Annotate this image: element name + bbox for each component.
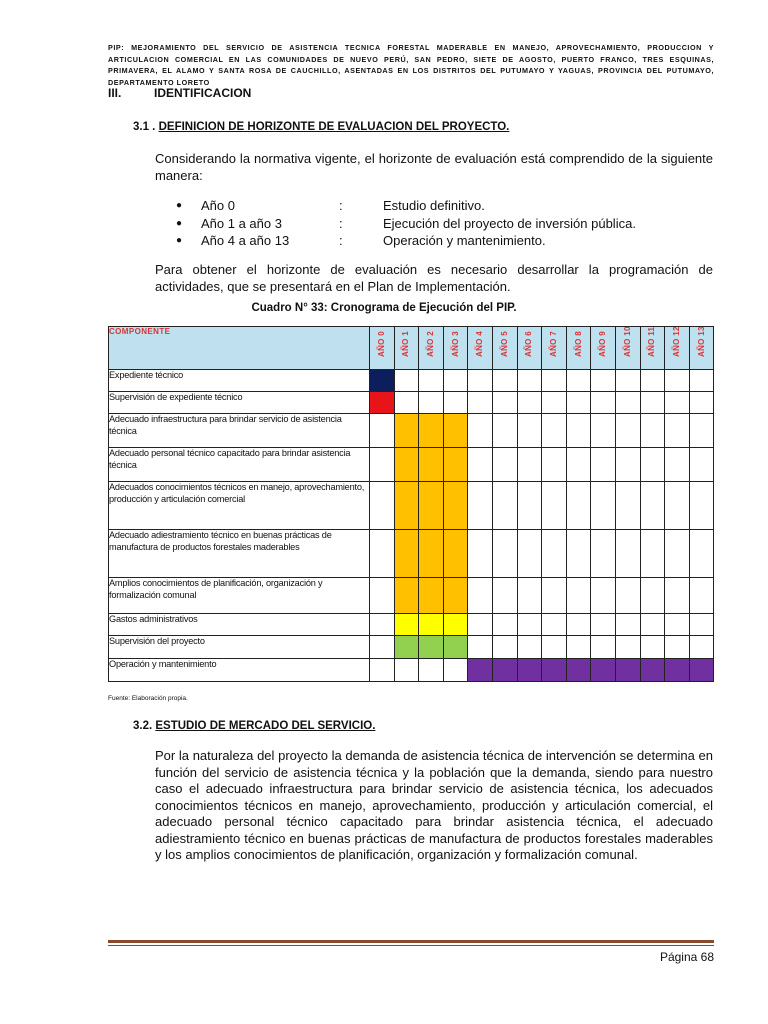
schedule-empty-cell — [370, 636, 395, 659]
schedule-empty-cell — [492, 370, 517, 392]
component-name: Adecuados conocimientos técnicos en manejo, aprovechamiento, producción y articulación comercial — [109, 482, 370, 530]
component-name: Gastos administrativos — [109, 614, 370, 636]
schedule-empty-cell — [370, 659, 395, 682]
bullet-separator: : — [339, 233, 343, 248]
schedule-empty-cell — [542, 614, 567, 636]
year-column-header — [370, 327, 395, 370]
bullet-icon: ● — [176, 235, 183, 246]
schedule-empty-cell — [591, 578, 616, 614]
schedule-empty-cell — [615, 482, 640, 530]
schedule-empty-cell — [492, 636, 517, 659]
schedule-empty-cell — [542, 370, 567, 392]
schedule-empty-cell — [542, 414, 567, 448]
schedule-empty-cell — [566, 530, 591, 578]
subsection-3-1-number: 3.1 . — [133, 121, 156, 133]
schedule-bar-cell — [419, 530, 444, 578]
bullet-icon: ● — [176, 217, 183, 229]
component-name: Supervisión de expediente técnico — [109, 392, 370, 414]
footer-rule — [108, 940, 714, 943]
schedule-empty-cell — [419, 370, 444, 392]
subsection-3-2-title: ESTUDIO DE MERCADO DEL SERVICIO. — [155, 720, 376, 732]
year-column-header — [566, 327, 591, 370]
schedule-bar-cell — [443, 614, 468, 636]
schedule-empty-cell — [492, 614, 517, 636]
schedule-empty-cell — [689, 414, 714, 448]
component-name: Amplios conocimientos de planificación, organización y formalización comunal — [109, 578, 370, 614]
schedule-empty-cell — [689, 448, 714, 482]
schedule-empty-cell — [370, 530, 395, 578]
year-column-header — [591, 327, 616, 370]
schedule-empty-cell — [517, 370, 542, 392]
schedule-empty-cell — [640, 448, 665, 482]
bullet-description: Ejecución del proyecto de inversión pública. — [383, 215, 636, 231]
table-row — [109, 414, 714, 448]
schedule-empty-cell — [517, 530, 542, 578]
schedule-bar-cell — [591, 659, 616, 682]
year-label: AÑO 8 — [573, 331, 583, 357]
year-column-header — [419, 327, 444, 370]
schedule-empty-cell — [394, 392, 419, 414]
table-row — [109, 448, 714, 482]
schedule-bar-cell — [394, 448, 419, 482]
year-column-header — [640, 327, 665, 370]
component-name: Operación y mantenimiento — [109, 659, 370, 682]
schedule-empty-cell — [615, 370, 640, 392]
schedule-empty-cell — [640, 578, 665, 614]
section-title: IDENTIFICACION — [154, 86, 252, 100]
schedule-bar-cell — [419, 414, 444, 448]
subsection-3-2-number: 3.2. — [133, 720, 153, 732]
schedule-bar-cell — [517, 659, 542, 682]
year-label: AÑO 2 — [425, 331, 435, 357]
year-column-header — [443, 327, 468, 370]
bullet-separator: : — [339, 215, 343, 231]
schedule-empty-cell — [370, 414, 395, 448]
schedule-empty-cell — [468, 370, 493, 392]
schedule-empty-cell — [517, 414, 542, 448]
bullet-label: Año 0 — [201, 198, 235, 213]
year-label: AÑO 12 — [671, 326, 681, 357]
subsection-3-1-title: DEFINICION DE HORIZONTE DE EVALUACION DEL PROYECTO. — [158, 121, 510, 133]
schedule-empty-cell — [615, 448, 640, 482]
schedule-empty-cell — [468, 530, 493, 578]
year-label: AÑO 0 — [376, 331, 386, 357]
schedule-empty-cell — [542, 482, 567, 530]
schedule-bar-cell — [443, 448, 468, 482]
schedule-empty-cell — [640, 530, 665, 578]
schedule-empty-cell — [615, 530, 640, 578]
schedule-empty-cell — [370, 482, 395, 530]
year-column-header — [615, 327, 640, 370]
schedule-empty-cell — [370, 448, 395, 482]
schedule-empty-cell — [468, 392, 493, 414]
component-name: Expediente técnico — [109, 370, 370, 392]
year-label: AÑO 4 — [475, 331, 485, 357]
schedule-empty-cell — [591, 482, 616, 530]
table-row — [109, 482, 714, 530]
schedule-empty-cell — [394, 659, 419, 682]
schedule-empty-cell — [665, 636, 690, 659]
table-row — [109, 636, 714, 659]
year-label: AÑO 11 — [647, 326, 657, 357]
schedule-empty-cell — [517, 448, 542, 482]
table-row — [109, 578, 714, 614]
bullet-label: Año 4 a año 13 — [201, 233, 290, 248]
schedule-empty-cell — [492, 578, 517, 614]
intro-paragraph: Considerando la normativa vigente, el horizonte de evaluación está comprendido de la siguiente manera: — [155, 151, 713, 183]
schedule-empty-cell — [468, 614, 493, 636]
schedule-bar-cell — [443, 530, 468, 578]
schedule-bar-cell — [689, 659, 714, 682]
schedule-bar-cell — [443, 414, 468, 448]
schedule-empty-cell — [640, 414, 665, 448]
schedule-empty-cell — [370, 614, 395, 636]
year-column-header — [468, 327, 493, 370]
schedule-bar-cell — [394, 578, 419, 614]
market-paragraph: Por la naturaleza del proyecto la demanda de asistencia técnica de intervención se determina en función del servicio de asistencia técnica y la población que la demanda, siendo para nuestro caso el adecuado infraestructura para brindar servicio de asistencia técnica, los adecuados conocimientos técnicos en manejo, aprovechamiento, producción y articulación comercial, el adecuado personal técnico capacitado para brindar asistencia técnica, el adecuado adiestramiento técnico en buenas prácticas de manufactura de productos forestales maderables y los amplios conocimientos de planificación, organización y formalización comunal. — [155, 748, 713, 862]
planning-paragraph: Para obtener el horizonte de evaluación es necesario desarrollar la programación de actividades, que se presentará en el Plan de Implementación. — [155, 262, 713, 294]
table-row — [109, 392, 714, 414]
schedule-empty-cell — [492, 414, 517, 448]
schedule-bar-cell — [468, 659, 493, 682]
component-name: Adecuado infraestructura para brindar servicio de asistencia técnica — [109, 414, 370, 448]
schedule-empty-cell — [689, 482, 714, 530]
schedule-empty-cell — [419, 659, 444, 682]
schedule-empty-cell — [542, 578, 567, 614]
schedule-empty-cell — [517, 482, 542, 530]
schedule-empty-cell — [468, 636, 493, 659]
schedule-empty-cell — [665, 370, 690, 392]
schedule-empty-cell — [591, 614, 616, 636]
schedule-empty-cell — [566, 636, 591, 659]
schedule-empty-cell — [615, 614, 640, 636]
schedule-empty-cell — [591, 530, 616, 578]
schedule-empty-cell — [566, 392, 591, 414]
section-heading — [108, 86, 251, 100]
bullet-description: Operación y mantenimiento. — [383, 233, 546, 248]
component-name: Supervisión del proyecto — [109, 636, 370, 659]
schedule-empty-cell — [566, 448, 591, 482]
schedule-header-row — [109, 327, 714, 370]
year-column-header — [689, 327, 714, 370]
schedule-empty-cell — [517, 636, 542, 659]
schedule-bar-cell — [419, 636, 444, 659]
schedule-bar-cell — [665, 659, 690, 682]
schedule-bar-cell — [394, 636, 419, 659]
subsection-3-2-heading — [133, 720, 375, 732]
schedule-empty-cell — [615, 392, 640, 414]
section-number: III. — [108, 86, 122, 100]
schedule-empty-cell — [443, 392, 468, 414]
table-row — [109, 614, 714, 636]
year-label: AÑO 13 — [696, 326, 706, 357]
schedule-empty-cell — [615, 636, 640, 659]
schedule-empty-cell — [615, 578, 640, 614]
year-label: AÑO 9 — [598, 331, 608, 357]
bullet-icon: ● — [176, 200, 183, 211]
bullet-description: Estudio definitivo. — [383, 198, 485, 213]
schedule-empty-cell — [443, 659, 468, 682]
table-row — [109, 530, 714, 578]
component-column-header: COMPONENTE — [109, 327, 370, 370]
schedule-empty-cell — [566, 414, 591, 448]
year-column-header — [492, 327, 517, 370]
schedule-empty-cell — [419, 392, 444, 414]
schedule-bar-cell — [419, 614, 444, 636]
year-label: AÑO 5 — [499, 331, 509, 357]
year-column-header — [517, 327, 542, 370]
schedule-bar-cell — [443, 578, 468, 614]
schedule-empty-cell — [566, 578, 591, 614]
schedule-empty-cell — [665, 530, 690, 578]
subsection-3-1-heading — [133, 121, 509, 133]
schedule-empty-cell — [468, 578, 493, 614]
schedule-empty-cell — [665, 578, 690, 614]
component-name: Adecuado adiestramiento técnico en buenas prácticas de manufactura de productos forestales maderables — [109, 530, 370, 578]
schedule-empty-cell — [591, 370, 616, 392]
schedule-empty-cell — [542, 448, 567, 482]
schedule-empty-cell — [443, 370, 468, 392]
schedule-empty-cell — [640, 636, 665, 659]
footer-rule-thin — [108, 945, 714, 946]
schedule-empty-cell — [665, 614, 690, 636]
schedule-empty-cell — [689, 614, 714, 636]
schedule-bar-cell — [566, 659, 591, 682]
schedule-empty-cell — [517, 392, 542, 414]
schedule-empty-cell — [394, 370, 419, 392]
schedule-empty-cell — [665, 448, 690, 482]
schedule-table — [108, 326, 714, 682]
schedule-bar-cell — [370, 370, 395, 392]
schedule-bar-cell — [394, 482, 419, 530]
schedule-empty-cell — [517, 614, 542, 636]
schedule-empty-cell — [689, 370, 714, 392]
table-row — [109, 659, 714, 682]
schedule-empty-cell — [689, 578, 714, 614]
schedule-empty-cell — [468, 414, 493, 448]
schedule-empty-cell — [640, 392, 665, 414]
schedule-empty-cell — [591, 448, 616, 482]
schedule-bar-cell — [394, 530, 419, 578]
schedule-empty-cell — [591, 636, 616, 659]
schedule-bar-cell — [640, 659, 665, 682]
year-column-header — [394, 327, 419, 370]
bullet-separator: : — [339, 198, 343, 213]
schedule-empty-cell — [370, 578, 395, 614]
schedule-bar-cell — [419, 448, 444, 482]
table-source: Fuente: Elaboración propia. — [108, 695, 188, 702]
schedule-empty-cell — [665, 392, 690, 414]
schedule-empty-cell — [492, 448, 517, 482]
schedule-empty-cell — [492, 530, 517, 578]
year-label: AÑO 6 — [524, 331, 534, 357]
component-name: Adecuado personal técnico capacitado para brindar asistencia técnica — [109, 448, 370, 482]
schedule-empty-cell — [665, 414, 690, 448]
schedule-empty-cell — [689, 530, 714, 578]
schedule-bar-cell — [394, 614, 419, 636]
schedule-empty-cell — [542, 392, 567, 414]
year-column-header — [542, 327, 567, 370]
page-number: Página 68 — [659, 950, 714, 964]
schedule-empty-cell — [468, 448, 493, 482]
year-label: AÑO 7 — [548, 331, 558, 357]
document-header: PIP: MEJORAMIENTO DEL SERVICIO DE ASISTENCIA TECNICA FORESTAL MADERABLE EN MANEJO, APROVECHAMIENTO, PRODUCCION Y ARTICULACION COMERCIAL EN LAS COMUNIDADES DE NUEVO PERÚ, SAN PEDRO, SIETE DE AGOSTO, PUERTO FRANCO, TRES ESQUINAS, PRIMAVERA, EL ALAMO Y SANTA ROSA DE CAUCHILLO, ASENTADAS EN LOS DISTRITOS DEL PUTUMAYO Y YAGUAS, PROVINCIA DEL PUTUMAYO, DEPARTAMENTO LORETO — [108, 43, 714, 87]
schedule-empty-cell — [492, 392, 517, 414]
schedule-bar-cell — [370, 392, 395, 414]
schedule-bar-cell — [542, 659, 567, 682]
schedule-bar-cell — [419, 482, 444, 530]
schedule-empty-cell — [566, 482, 591, 530]
schedule-bar-cell — [394, 414, 419, 448]
table-row — [109, 370, 714, 392]
year-label: AÑO 3 — [450, 331, 460, 357]
table-caption: Cuadro N° 33: Cronograma de Ejecución del PIP. — [251, 302, 517, 314]
schedule-empty-cell — [640, 614, 665, 636]
schedule-empty-cell — [591, 392, 616, 414]
year-label: AÑO 1 — [401, 331, 411, 357]
schedule-empty-cell — [542, 636, 567, 659]
year-label: AÑO 10 — [622, 326, 632, 357]
schedule-empty-cell — [615, 414, 640, 448]
schedule-bar-cell — [443, 636, 468, 659]
schedule-empty-cell — [517, 578, 542, 614]
schedule-empty-cell — [640, 482, 665, 530]
schedule-empty-cell — [689, 392, 714, 414]
schedule-empty-cell — [566, 614, 591, 636]
bullet-label: Año 1 a año 3 — [201, 215, 282, 231]
schedule-empty-cell — [665, 482, 690, 530]
schedule-empty-cell — [640, 370, 665, 392]
schedule-bar-cell — [419, 578, 444, 614]
schedule-bar-cell — [443, 482, 468, 530]
schedule-empty-cell — [468, 482, 493, 530]
schedule-empty-cell — [542, 530, 567, 578]
schedule-empty-cell — [689, 636, 714, 659]
schedule-empty-cell — [492, 482, 517, 530]
schedule-empty-cell — [591, 414, 616, 448]
schedule-bar-cell — [615, 659, 640, 682]
schedule-empty-cell — [566, 370, 591, 392]
schedule-bar-cell — [492, 659, 517, 682]
year-column-header — [665, 327, 690, 370]
